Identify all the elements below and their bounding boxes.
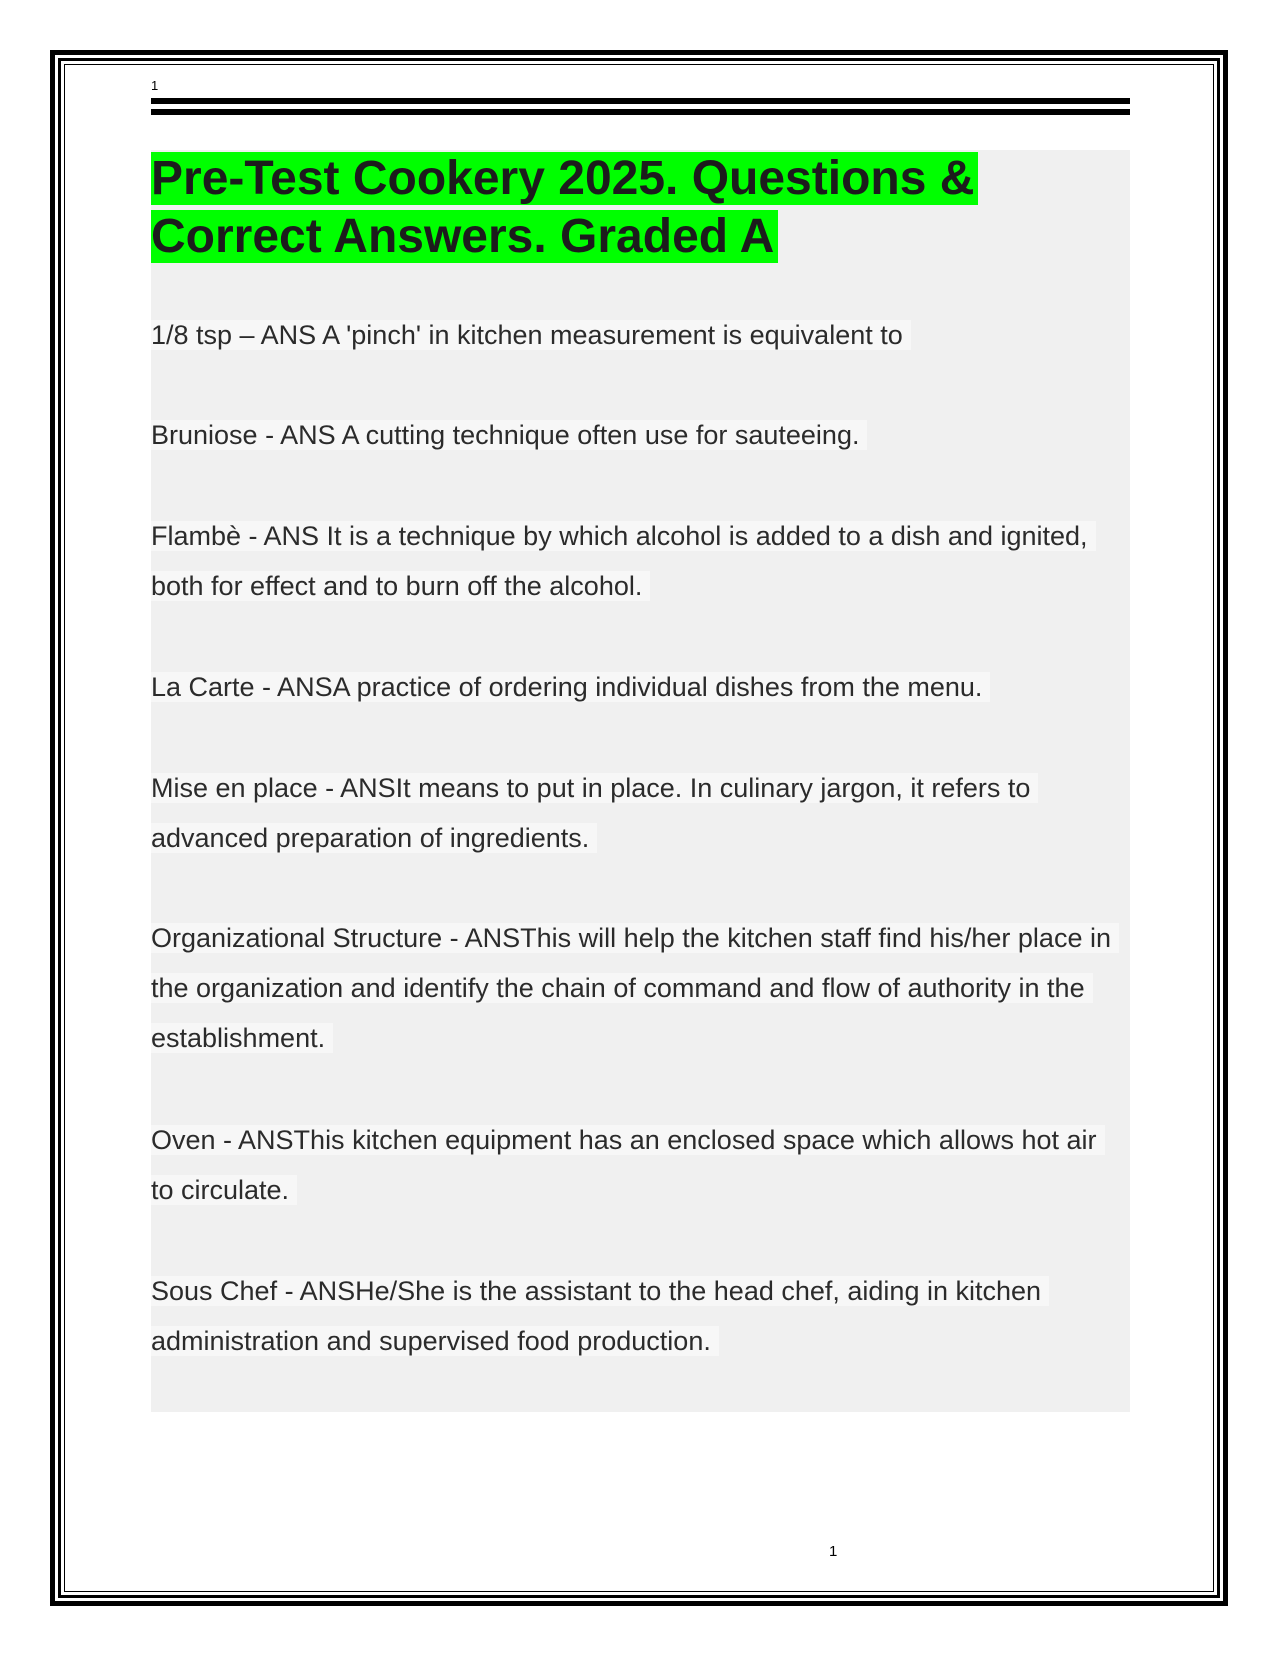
qa-entry-text: Sous Chef - ANSHe/She is the assistant to the head chef, aiding in kitchen administration and supervised food production. <box>151 1276 1049 1356</box>
header-rule-bottom <box>151 109 1130 115</box>
qa-entry-text: La Carte - ANSA practice of ordering individual dishes from the menu. <box>151 672 990 702</box>
document-title <box>151 150 1091 266</box>
qa-entry <box>151 763 1111 863</box>
qa-entry <box>151 511 1111 611</box>
header-rule-top <box>151 98 1130 104</box>
header-page-number: 1 <box>151 78 159 93</box>
qa-entry <box>151 1266 1111 1366</box>
qa-entry <box>151 662 1111 712</box>
qa-entry-text: Flambè - ANS It is a technique by which alcohol is added to a dish and ignited, both for effect and to burn off the alcohol. <box>151 521 1096 601</box>
qa-entry-text: Bruniose - ANS A cutting technique often use for sauteeing. <box>151 420 867 450</box>
qa-entry <box>151 913 1111 1063</box>
footer-page-number: 1 <box>829 1543 838 1560</box>
qa-entry-text: Mise en place - ANSIt means to put in place. In culinary jargon, it refers to advanced preparation of ingredients. <box>151 773 1038 853</box>
qa-entry <box>151 1115 1111 1215</box>
qa-entry-text: Oven - ANSThis kitchen equipment has an enclosed space which allows hot air to circulate. <box>151 1125 1105 1205</box>
document-title-text: Pre-Test Cookery 2025. Questions & Correct Answers. Graded A <box>151 152 978 263</box>
qa-entry-text: 1/8 tsp – ANS A 'pinch' in kitchen measurement is equivalent to <box>151 320 911 350</box>
qa-entry-text: Organizational Structure - ANSThis will help the kitchen staff find his/her place in the organization and identify the chain of command and flow of authority in the establishment. <box>151 923 1119 1053</box>
qa-entry <box>151 310 1111 360</box>
qa-entry <box>151 410 1111 460</box>
